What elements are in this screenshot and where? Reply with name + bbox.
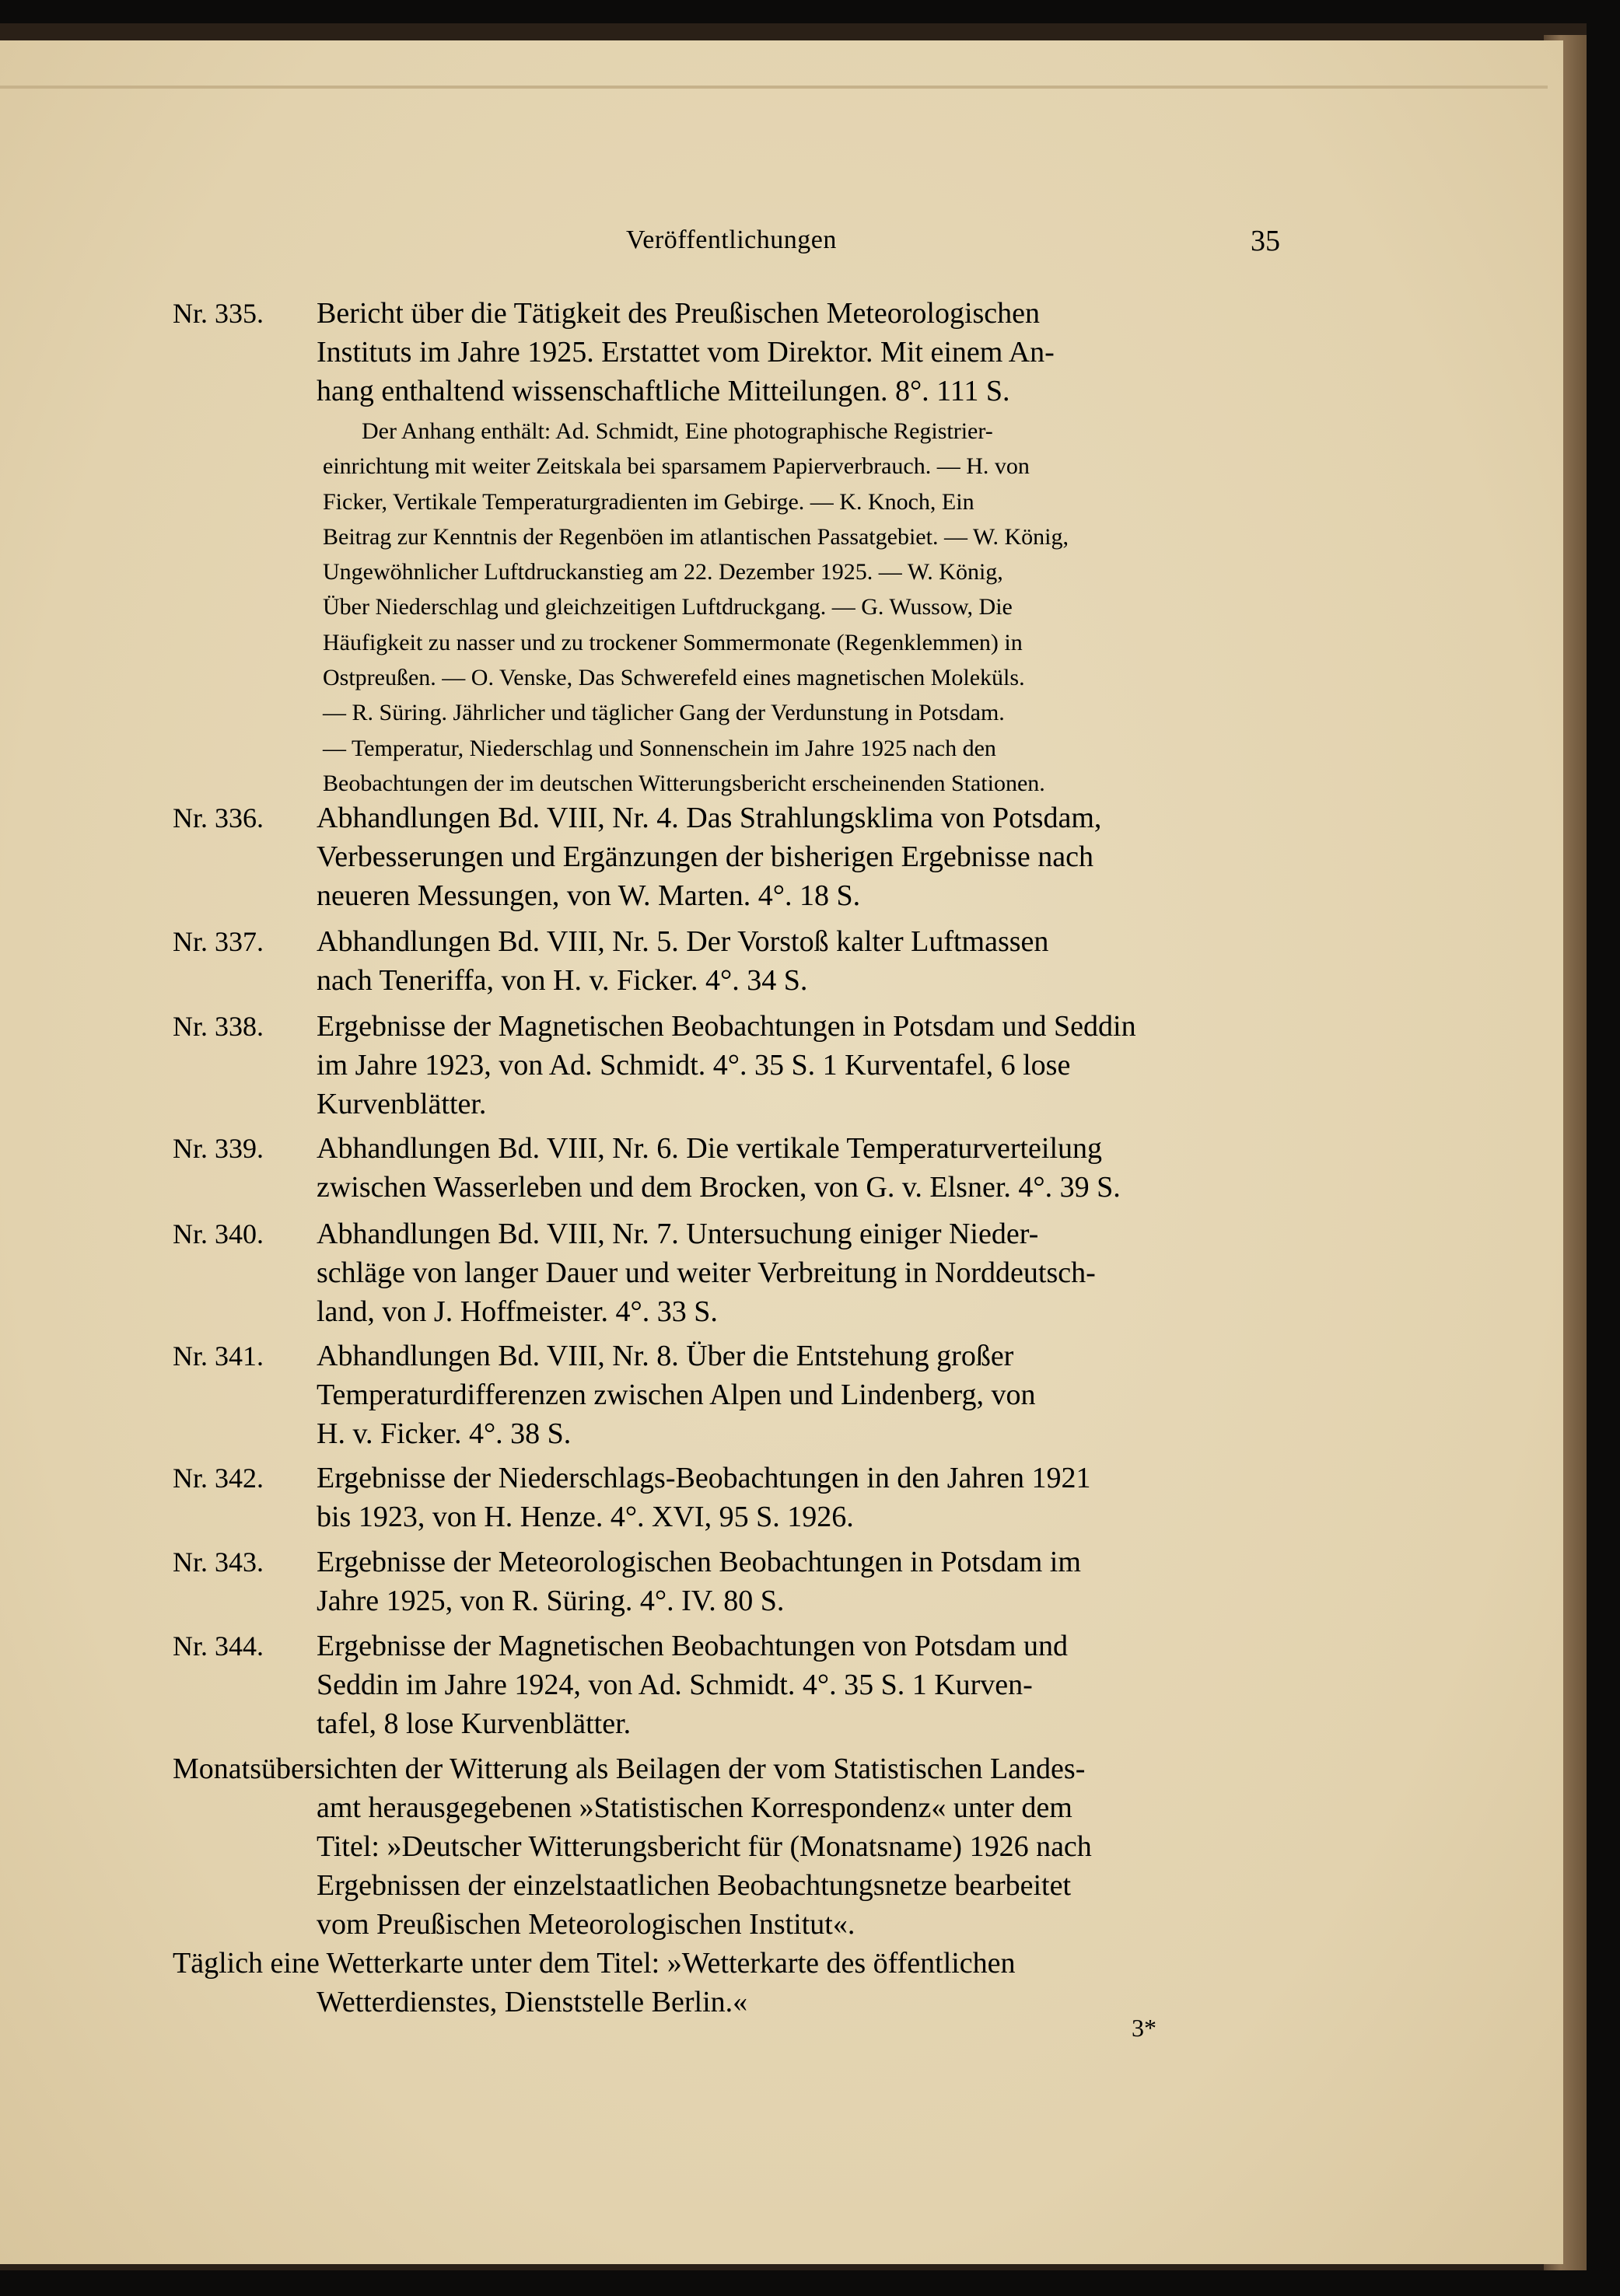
text-line: hang enthaltend wissenschaftliche Mitteilungen. 8°. 111 S. [317,375,1010,407]
entry-text [317,1627,1300,1743]
entry-335-note [323,414,1301,801]
text-line: zwischen Wasserleben und dem Brocken, von G. v. Elsner. 4°. 39 S. [317,1171,1121,1204]
text-line: Abhandlungen Bd. VIII, Nr. 7. Untersuchung einiger Nieder- [317,1218,1039,1250]
note-line: Ostpreußen. — O. Venske, Das Schwerefeld eines magnetischen Moleküls. [323,665,1025,691]
entry-336 [173,799,1300,915]
paragraph-weather-map [173,1944,1300,2022]
entry-text [317,1129,1300,1207]
text-line: bis 1923, von H. Henze. 4°. XVI, 95 S. 1926. [317,1501,854,1533]
entry-343 [173,1543,1300,1620]
note-line: Ungewöhnlicher Luftdruckanstieg am 22. Dezember 1925. — W. König, [323,559,1003,585]
text-line: land, von J. Hoffmeister. 4°. 33 S. [317,1295,718,1328]
text-line: Ergebnisse der Meteorologischen Beobachtungen in Potsdam im [317,1546,1081,1578]
entry-text [317,1543,1300,1620]
text-line: Ergebnisse der Magnetischen Beobachtungen in Potsdam und Seddin [317,1010,1136,1043]
text-line: Abhandlungen Bd. VIII, Nr. 4. Das Strahlungsklima von Potsdam, [317,802,1102,834]
text-line: Verbesserungen und Ergänzungen der bisherigen Ergebnisse nach [317,840,1093,873]
text-line: Abhandlungen Bd. VIII, Nr. 8. Über die Entstehung großer [317,1340,1014,1372]
text-line: neueren Messungen, von W. Marten. 4°. 18 S. [317,879,861,912]
note-line: Über Niederschlag und gleichzeitigen Luftdruckgang. — G. Wussow, Die [323,594,1013,620]
text-line: Monatsübersichten der Witterung als Beilagen der vom Statistischen Landes- [173,1753,1086,1785]
note-line: Beobachtungen der im deutschen Witterungsbericht erscheinenden Stationen. [323,770,1045,796]
note-line: — R. Süring. Jährlicher und täglicher Gang der Verdunstung in Potsdam. [323,700,1005,726]
entry-341 [173,1337,1300,1453]
text-line: Instituts im Jahre 1925. Erstattet vom Direktor. Mit einem An- [317,336,1055,369]
text-line: Wetterdienstes, Dienststelle Berlin.« [317,1986,748,2018]
entry-number: Nr. 340. [173,1218,264,1249]
text-line: Titel: »Deutscher Witterungsbericht für (Monatsname) 1926 nach [317,1830,1092,1863]
text-line: Täglich eine Wetterkarte unter dem Titel: »Wetterkarte des öffentlichen [173,1947,1016,1980]
note-line: Der Anhang enthält: Ad. Schmidt, Eine photographische Registrier- [362,418,993,444]
entry-text [317,1337,1300,1453]
entry-number: Nr. 341. [173,1340,264,1372]
entry-344 [173,1627,1300,1743]
text-line: Bericht über die Tätigkeit des Preußischen Meteorologischen [317,297,1041,330]
entry-text [317,799,1300,915]
entry-340 [173,1214,1300,1331]
entry-number: Nr. 343. [173,1546,264,1578]
entry-text [317,1214,1300,1331]
text-line: Abhandlungen Bd. VIII, Nr. 6. Die vertikale Temperaturverteilung [317,1132,1103,1165]
entry-number: Nr. 342. [173,1463,264,1494]
text-line: Kurvenblätter. [317,1088,487,1120]
text-line: im Jahre 1923, von Ad. Schmidt. 4°. 35 S. 1 Kurventafel, 6 lose [317,1049,1071,1082]
entry-text [317,922,1300,1000]
text-line: Ergebnisse der Magnetischen Beobachtungen von Potsdam und [317,1630,1068,1662]
entry-number: Nr. 344. [173,1630,264,1662]
entry-text [317,1007,1300,1124]
entry-number: Nr. 336. [173,802,264,833]
text-line: vom Preußischen Meteorologischen Institut«. [317,1908,855,1941]
text-line: Ergebnisse der Niederschlags-Beobachtungen in den Jahren 1921 [317,1462,1091,1494]
page-top-edge [0,86,1548,89]
page-number: 35 [1251,225,1280,257]
text-line: Jahre 1925, von R. Süring. 4°. IV. 80 S. [317,1585,785,1617]
entry-text [317,1459,1300,1536]
paragraph-monthly-reports [173,1749,1300,1944]
entry-339 [173,1129,1300,1207]
text-line: H. v. Ficker. 4°. 38 S. [317,1417,572,1450]
entry-337 [173,922,1300,1000]
note-line: Häufigkeit zu nasser und zu trockener Sommermonate (Regenklemmen) in [323,629,1023,655]
entry-text [317,294,1300,411]
text-line: amt herausgegebenen »Statistischen Korrespondenz« unter dem [317,1791,1072,1824]
entry-number: Nr. 335. [173,298,264,329]
note-line: einrichtung mit weiter Zeitskala bei sparsamem Papierverbrauch. — H. von [323,453,1030,480]
note-line: Ficker, Vertikale Temperaturgradienten im Gebirge. — K. Knoch, Ein [323,488,974,515]
running-head: Veröffentlichungen [626,225,837,254]
entry-342 [173,1459,1300,1536]
note-line: — Temperatur, Niederschlag und Sonnenschein im Jahre 1925 nach den [323,735,996,761]
text-line: Seddin im Jahre 1924, von Ad. Schmidt. 4°. 35 S. 1 Kurven- [317,1669,1033,1701]
text-line: Ergebnissen der einzelstaatlichen Beobachtungsnetze bearbeitet [317,1869,1072,1902]
entry-335 [173,294,1300,411]
text-line: tafel, 8 lose Kurvenblätter. [317,1707,632,1740]
signature-mark: 3* [1132,2014,1156,2042]
note-line: Beitrag zur Kenntnis der Regenböen im atlantischen Passatgebiet. — W. König, [323,523,1069,550]
entry-number: Nr. 339. [173,1133,264,1164]
text-line: Temperaturdifferenzen zwischen Alpen und Lindenberg, von [317,1379,1036,1411]
text-line: Abhandlungen Bd. VIII, Nr. 5. Der Vorstoß kalter Luftmassen [317,925,1049,958]
entry-number: Nr. 337. [173,926,264,957]
text-line: nach Teneriffa, von H. v. Ficker. 4°. 34 S. [317,964,808,997]
entry-338 [173,1007,1300,1124]
entry-number: Nr. 338. [173,1011,264,1042]
text-line: schläge von langer Dauer und weiter Verbreitung in Norddeutsch- [317,1256,1096,1289]
